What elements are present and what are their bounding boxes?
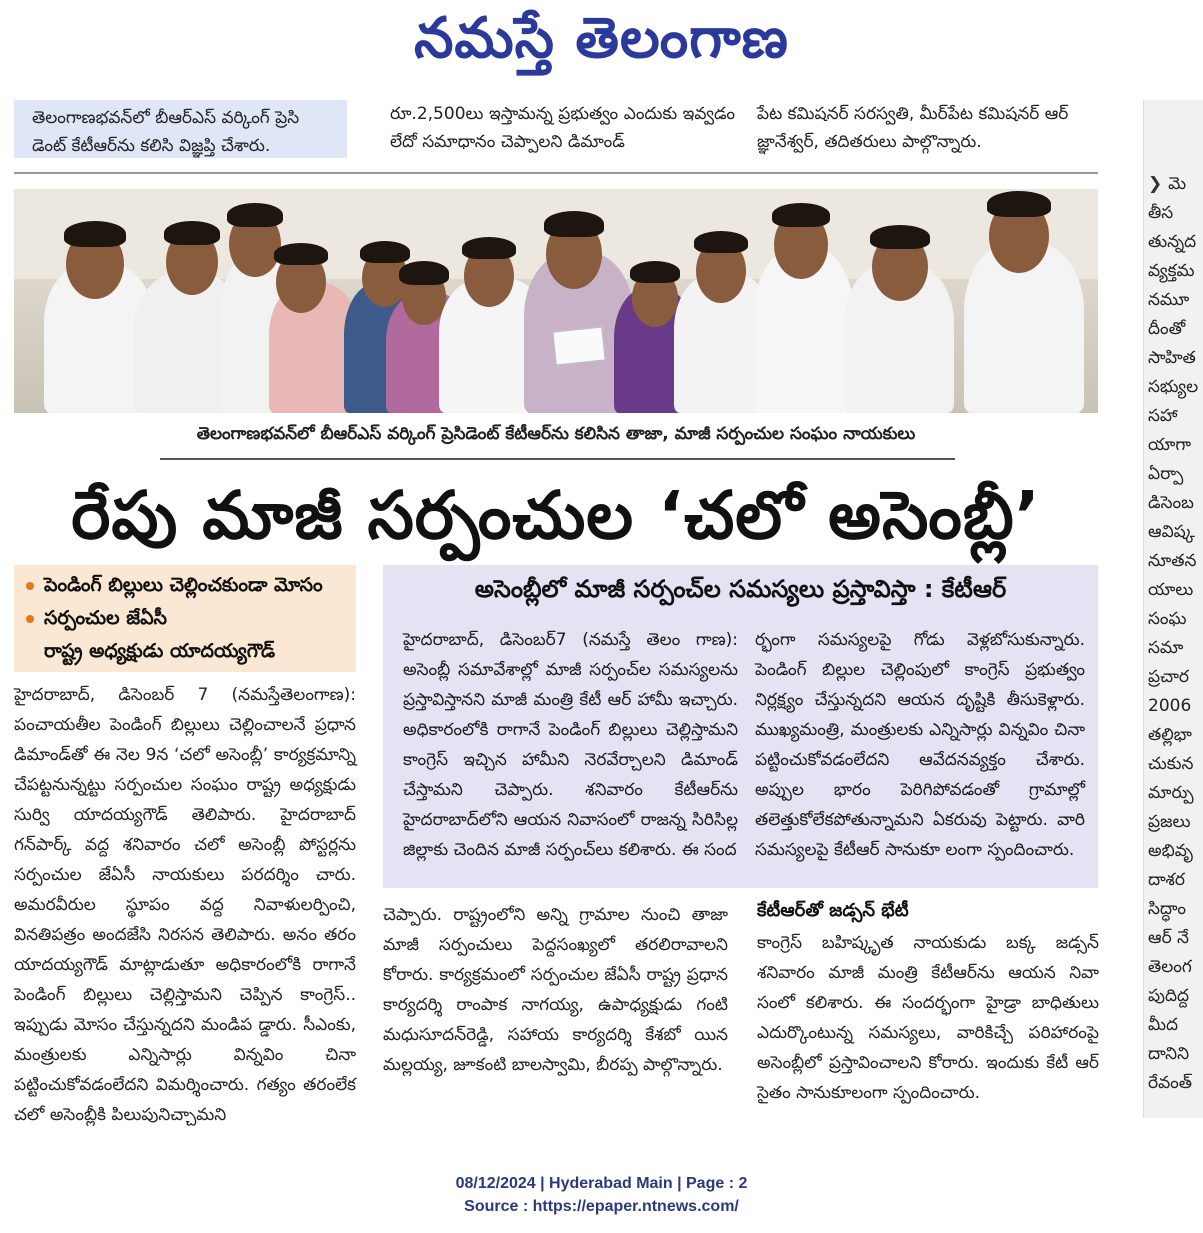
adjacent-text-line: తల్లిభా (1148, 725, 1192, 745)
photo-hair (772, 203, 830, 227)
adjacent-text-line: పుదిద్ద (1148, 986, 1189, 1006)
adjacent-text-line: మార్పు (1148, 783, 1194, 803)
ktr-box-heading: అసెంబ్లీలో మాజీ సర్పంచ్‌ల సమస్యలు ప్రస్తావిస్తా : కేటీఆర్ (474, 575, 1007, 603)
article-middle-continuation: చెప్పారు. రాష్ట్రంలోని అన్ని గ్రామాల నుంచి తాజా మాజీ సర్పంచులు పెద్దసంఖ్యలో తరలిరావాలని కోరారు. కార్యక్రమంలో సర్పంచుల జేఏసీ రాష్ట్ర ప్రధాన కార్యదర్శి రాంపాక నాగయ్య, ఉపాధ్యక్షుడు గంటి మధుసూదన్‌రెడ్డి, సహాయ కార్యదర్శి కేశబో యిన మల్లయ్య, జూకంటి బాలస్వామి, బీరప్ప పాల్గొన్నారు. (383, 905, 728, 1075)
jadson-article-body: కాంగ్రెస్ బహిష్కృత నాయకుడు బక్క జడ్సన్ శనివారం మాజీ మంత్రి కేటీఆర్‌ను ఆయన నివా సంలో కలిశారు. ఈ సందర్భంగా హైడ్రా బాధితులు ఎదుర్కొంటున్న సమస్యలు, వారికిచ్చే పరిహారంపై అసెంబ్లీలో ప్రస్తావించాలని కోరారు. ఇందుకు కేటీ ఆర్ సైతం సానుకూలంగా స్పందించారు. (757, 933, 1099, 1103)
photo-hair (227, 203, 283, 227)
adjacent-text-line: ఆవిష్క (1148, 522, 1195, 542)
adjacent-subhead-text: మె (1168, 174, 1187, 194)
ktr-sidebar-box (383, 565, 1098, 888)
chevron-right-icon: ❯ (1148, 174, 1169, 194)
top-right-snippet: పేట కమిషనర్ సరస్వతి, మీర్‌పేట కమిషనర్ ఆర్ జ్ఞానేశ్వర్, తదితరులు పాల్గొన్నారు. (757, 104, 1069, 152)
adjacent-text-line: ఆర్ నే (1148, 928, 1189, 948)
adjacent-text-line: రేవంత్ (1148, 1073, 1193, 1093)
footer-date-edition: 08/12/2024 | Hyderabad Main | Page : 2 (455, 1175, 748, 1192)
adjacent-text-line: యాలు (1148, 580, 1194, 600)
photo-hair (462, 237, 516, 259)
adjacent-text-line: సహా (1148, 406, 1178, 426)
adjacent-text-line: అభివృ (1148, 841, 1193, 861)
adjacent-text-line: తీస (1148, 203, 1174, 223)
photo-hair (360, 241, 410, 263)
photo-hair (164, 221, 220, 245)
news-photo (14, 189, 1098, 413)
adjacent-text-line: డిసెంబ (1148, 493, 1194, 513)
ktr-box-column-1: హైదరాబాద్, డిసెంబర్7 (నమస్తే తెలం గాణ): అసెంబ్లీ సమావేశాల్లో మాజీ సర్పంచ్‌ల సమస్యలను ప్రస్తావిస్తానని మాజీ మంత్రి కేటీ ఆర్ హామీ ఇచ్చారు. అధికారంలోకి రాగానే పెండింగ్ బిల్లులు చెల్లిస్తామని కాంగ్రెస్ ఇచ్చిన హామీని నెరవేర్చాలని డిమాండ్ చేస్తామని చెప్పారు. శనివారం కేటీఆర్‌ను హైదరాబాద్‌లోని ఆయన నివాసంలో రాజన్న సిరిసిల్ల జిల్లాకు చెందిన మాజీ సర్పంచ్‌లు కలిశారు. ఈ సంద (403, 630, 738, 860)
adjacent-subhead (1148, 170, 1203, 199)
bullet-icon (26, 582, 34, 590)
adjacent-text-line: తెలంగ (1148, 957, 1192, 977)
photo-caption: తెలంగాణభవన్‌లో బీఆర్‌ఎస్ వర్కింగ్ ప్రెసిడెంట్ కేటీఆర్‌ను కలిసిన తాజా, మాజీ సర్పంచుల సంఘం నాయకులు (196, 424, 916, 444)
highlight-continuation: రాష్ట్ర అధ్యక్షుడు యాదయ్యగౌడ్ (44, 640, 276, 662)
adjacent-article-cutoff (1143, 100, 1203, 1118)
highlight-item (24, 569, 346, 602)
adjacent-text-line: ప్రజలు (1148, 812, 1191, 832)
photo-hair (544, 211, 604, 237)
adjacent-text-line: యాగా (1148, 435, 1191, 455)
adjacent-text-line: సభ్యుల (1148, 377, 1199, 397)
adjacent-text-line: 2006 (1148, 696, 1192, 716)
adjacent-text-line: తున్నద (1148, 232, 1197, 252)
adjacent-text-line: దీంతో (1148, 319, 1186, 339)
highlights-box (14, 565, 356, 672)
photo-hair (630, 261, 680, 283)
page-footer (0, 1172, 1203, 1218)
section-divider (14, 172, 1098, 174)
footer-source: Source : https://epaper.ntnews.com/ (464, 1198, 739, 1215)
highlight-item (24, 602, 346, 635)
photo-hair (64, 221, 126, 247)
photo-hair (694, 231, 748, 253)
caption-underline (160, 458, 955, 460)
article-left-column: హైదరాబాద్, డిసెంబర్ 7 (నమస్తేతెలంగాణ): పంచాయతీల పెండింగ్ బిల్లులు చెల్లించాలనే ప్రధాన డిమాండ్‌తో ఈ నెల 9న ‘చలో అసెంబ్లీ’ కార్యక్రమాన్ని చేపట్టనున్నట్టు సర్పంచుల సంఘం రాష్ట్ర అధ్యక్షుడు సుర్వి యాదయ్యగౌడ్ తెలిపారు. హైదరాబాద్ గన్‌పార్క్ వద్ద శనివారం చలో అసెంబ్లీ పోస్టర్లను సర్పంచుల జేఏసీ నాయకులు పరదర్శిం చారు. అమరవీరుల స్థూపం వద్ద నివాళులర్పించి, వినతిపత్రం అందజేసి నిరసన తెలిపారు. అనం తరం యాదయ్యగౌడ్ మాట్లాడుతూ అధికారంలోకి రాగానే పెండింగ్ బిల్లులు చెల్లిస్తామని చెప్పిన కాంగ్రెస్.. ఇప్పుడు మోసం చేస్తున్నదని మండిప డ్డారు. సీఎంకు, మంత్రులకు ఎన్నిసార్లు విన్నవిం చినా పట్టించుకోవడంలేదని విమర్శించారు. గత్యం తరంలేక చలో అసెంబ్లీకి పిలుపునిచ్చామని (14, 685, 356, 1125)
jadson-subheading: కేటీఆర్‌తో జడ్సన్ భేటీ (757, 900, 909, 921)
newspaper-masthead: నమస్తే తెలంగాణ (414, 6, 789, 71)
adjacent-text-line: చుకున (1148, 754, 1194, 774)
adjacent-text-line: నూతన (1148, 551, 1197, 571)
top-left-snippet: తెలంగాణభవన్‌లో బీఆర్‌ఎస్ వర్కింగ్ ప్రెసి డెంట్ కేటీఆర్‌ను కలిసి విజ్ఞప్తి చేశారు. (14, 100, 347, 158)
adjacent-text-line: సాహిత (1148, 348, 1196, 368)
adjacent-text-lines (1148, 199, 1203, 1098)
adjacent-text-line: ప్రచార (1148, 667, 1189, 687)
photo-hair (274, 243, 328, 265)
top-middle-snippet: రూ.2,500లు ఇస్తామన్న ప్రభుత్వం ఎందుకు ఇవ్వడం లేదో సమాధానం చెప్పాలని డిమాండ్ (390, 104, 735, 152)
adjacent-text-line: దాశర (1148, 870, 1185, 890)
adjacent-text-line: నమూ (1148, 290, 1190, 310)
adjacent-text-line: ఏర్పా (1148, 464, 1184, 484)
adjacent-text-line: మీద (1148, 1015, 1178, 1035)
photo-hair (399, 261, 449, 285)
highlight-text: పెండింగ్ బిల్లులు చెల్లించకుండా మోసం (44, 574, 323, 596)
petition-paper (552, 326, 605, 365)
highlight-text: సర్పంచుల జేఏసీ (44, 607, 167, 629)
main-headline: రేపు మాజీ సర్పంచుల ‘చలో అసెంబ్లీ’ (71, 477, 1041, 554)
photo-hair (987, 191, 1051, 217)
adjacent-text-line: దానిని (1148, 1044, 1190, 1064)
adjacent-text-line: వ్యక్తమ (1148, 261, 1195, 281)
adjacent-text-line: సిద్ధాం (1148, 899, 1187, 919)
ktr-box-column-2: ర్భంగా సమస్యలపై గోడు వెళ్లబోసుకున్నారు. పెండింగ్ బిల్లుల చెల్లింపులో కాంగ్రెస్ ప్రభుత్వం నిర్లక్ష్యం చేస్తున్నదని ఆయన దృష్టికి తీసుకెళ్లారు. ముఖ్యమంత్రి, మంత్రులకు ఎన్నిసార్లు విన్నవిం చినా పట్టించుకోవడంలేదని ఆవేదనవ్యక్తం చేశారు. అప్పుల భారం పెరిగిపోవడంతో గ్రామాల్లో తలెత్తుకోలేకపోతున్నామని ఏకరువు పెట్టారు. వారి సమస్యలపై కేటీఆర్ సానుకూ లంగా స్పందించారు. (755, 630, 1085, 860)
adjacent-text-line: సంఘ (1148, 609, 1187, 629)
photo-hair (870, 225, 930, 249)
bullet-icon (26, 615, 34, 623)
adjacent-text-line: సమా (1148, 638, 1184, 658)
